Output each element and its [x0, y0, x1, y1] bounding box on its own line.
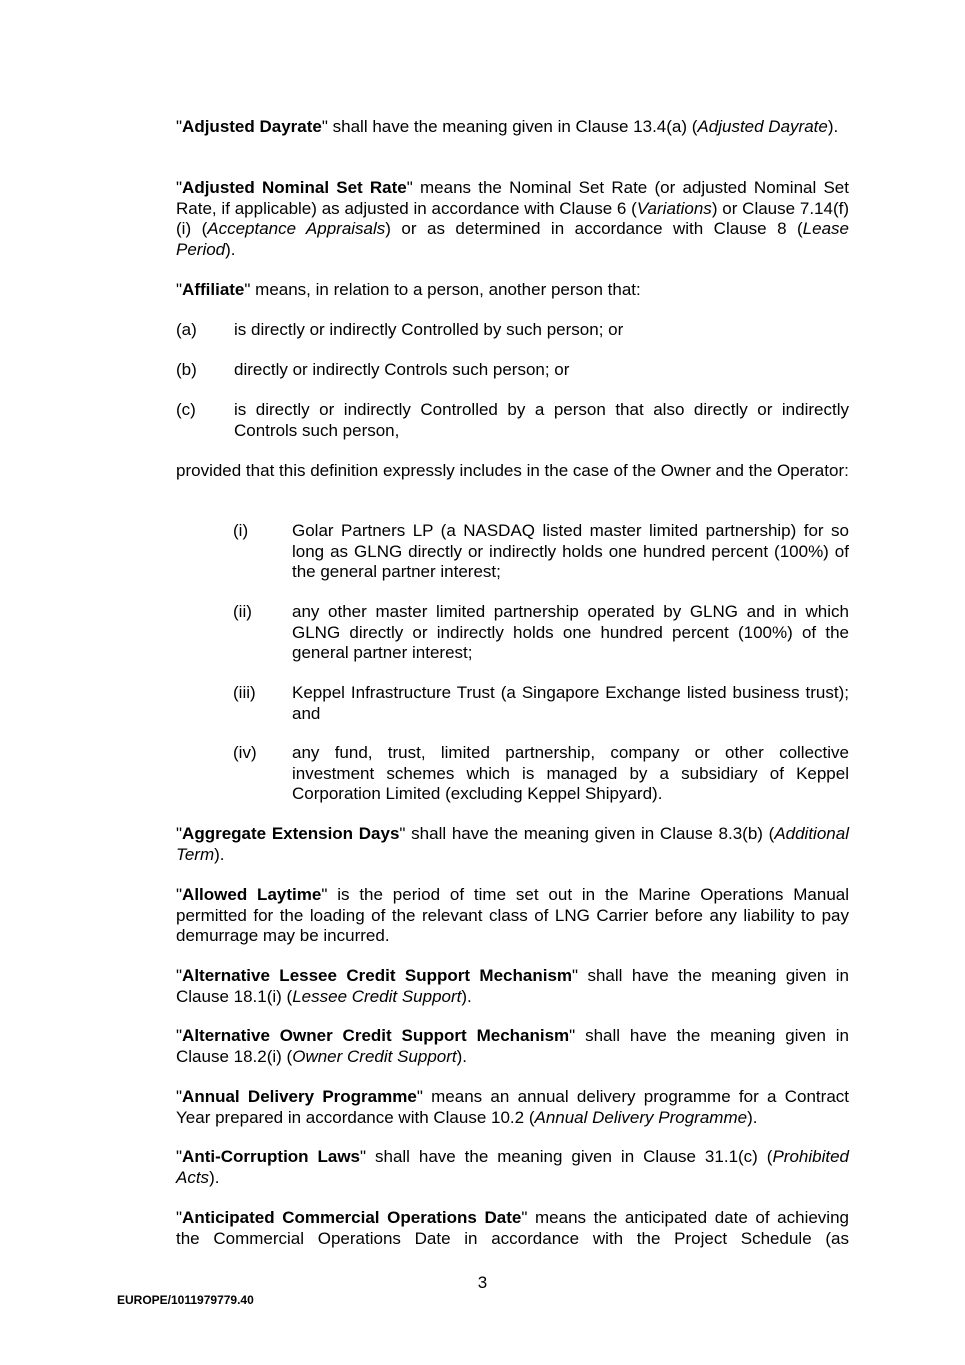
- list-marker: (iii): [233, 683, 256, 702]
- list-item-text: is directly or indirectly Controlled by such person; or: [234, 320, 624, 339]
- list-marker: (a): [176, 320, 197, 339]
- list-marker: (b): [176, 360, 197, 379]
- list-item-text: Golar Partners LP (a NASDAQ listed master limited partnership) for so long as GLNG directly or indirectly holds one hundred percent (100%) of the general partner interest;: [292, 521, 849, 582]
- definition-alt-lessee-credit: "Alternative Lessee Credit Support Mechanism" shall have the meaning given in Clause 18.1(i) (Lessee Credit Support).: [176, 966, 849, 1006]
- definition-allowed-laytime: "Allowed Laytime" is the period of time set out in the Marine Operations Manual permitted for the loading of the relevant class of LNG Carrier before any liability to pay demurrage may be incurred.: [176, 885, 850, 946]
- definition-alt-owner-credit: "Alternative Owner Credit Support Mechanism" shall have the meaning given in Clause 18.2(i) (Owner Credit Support).: [176, 1026, 849, 1066]
- list-item-text: any fund, trust, limited partnership, company or other collective investment schemes which is managed by a subsidiary of Keppel Corporation Limited (excluding Keppel Shipyard).: [292, 743, 849, 804]
- list-marker: (ii): [233, 602, 252, 621]
- list-marker: (c): [176, 400, 196, 419]
- definition-annual-delivery-programme: "Annual Delivery Programme" means an annual delivery programme for a Contract Year prepared in accordance with Clause 10.2 (Annual Delivery Programme).: [176, 1087, 849, 1127]
- definition-anticipated-cod: "Anticipated Commercial Operations Date" means the anticipated date of achieving the Commercial Operations Date in accordance with the Project Schedule (as: [176, 1208, 849, 1248]
- list-marker: (iv): [233, 743, 257, 762]
- list-item-text: any other master limited partnership operated by GLNG and in which GLNG directly or indirectly holds one hundred percent (100%) of the general partner interest;: [292, 602, 849, 663]
- list-item-text: Keppel Infrastructure Trust (a Singapore Exchange listed business trust); and: [292, 683, 849, 723]
- list-item-text: is directly or indirectly Controlled by a person that also directly or indirectly Controls such person,: [234, 400, 849, 440]
- affiliate-proviso: provided that this definition expressly includes in the case of the Owner and the Operator:: [176, 461, 849, 480]
- list-item-text: directly or indirectly Controls such person; or: [234, 360, 570, 379]
- list-marker: (i): [233, 521, 249, 540]
- definition-aggregate-extension-days: "Aggregate Extension Days" shall have the meaning given in Clause 8.3(b) (Additional Term).: [176, 824, 849, 864]
- page-number: 3: [477, 1273, 488, 1292]
- definition-anti-corruption-laws: "Anti-Corruption Laws" shall have the meaning given in Clause 31.1(c) (Prohibited Acts).: [176, 1147, 849, 1187]
- document-reference: EUROPE/1011979779.40: [117, 1293, 254, 1307]
- definition-affiliate: "Affiliate" means, in relation to a person, another person that:: [176, 280, 641, 299]
- definition-adjusted-dayrate: "Adjusted Dayrate" shall have the meaning given in Clause 13.4(a) (Adjusted Dayrate).: [176, 117, 839, 136]
- definition-adjusted-nominal-set-rate: "Adjusted Nominal Set Rate" means the Nominal Set Rate (or adjusted Nominal Set Rate, if applicable) as adjusted in accordance with Clause 6 (Variations) or Clause 7.14(f)(i) (Acceptance Appraisals) or as determined in accordance with Clause 8 (Lease Period).: [176, 178, 849, 259]
